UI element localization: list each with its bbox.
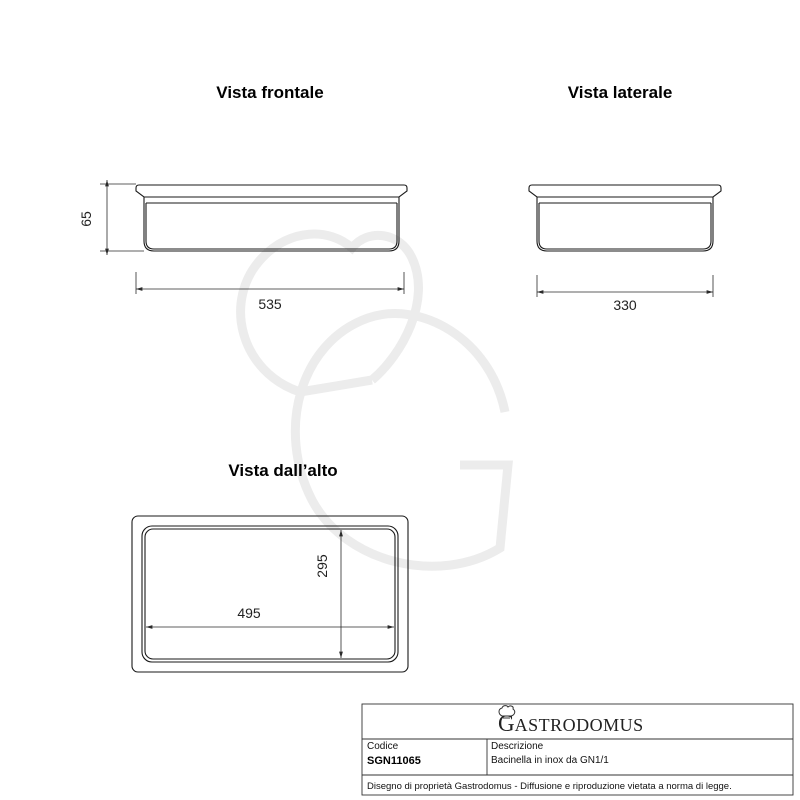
brand-rest: ASTRODOMUS xyxy=(514,715,644,735)
description-value: Bacinella in inox da GN1/1 xyxy=(491,755,609,766)
front-height-dimension xyxy=(100,180,144,255)
top-inner-depth-label: 295 xyxy=(314,554,330,578)
side-width-label: 330 xyxy=(613,297,637,313)
description-label: Descrizione xyxy=(491,741,544,752)
brand-initial: G xyxy=(498,711,515,736)
code-value: SGN11065 xyxy=(367,755,421,767)
top-inner-width-label: 495 xyxy=(237,605,261,621)
top-view-title: Vista dall’alto xyxy=(228,461,338,480)
front-width-label: 535 xyxy=(258,296,282,312)
code-label: Codice xyxy=(367,741,399,752)
title-block-footer: Disegno di proprietà Gastrodomus - Diffusione e riproduzione vietata a norma di legge. xyxy=(367,781,732,792)
front-height-label: 65 xyxy=(78,211,94,227)
brand-name xyxy=(498,711,644,736)
side-view-title: Vista laterale xyxy=(567,83,673,102)
side-view-drawing xyxy=(529,185,721,251)
side-width-dimension xyxy=(537,275,713,297)
top-view-drawing xyxy=(132,516,408,672)
front-view-title: Vista frontale xyxy=(216,83,324,102)
front-width-dimension xyxy=(136,272,404,294)
